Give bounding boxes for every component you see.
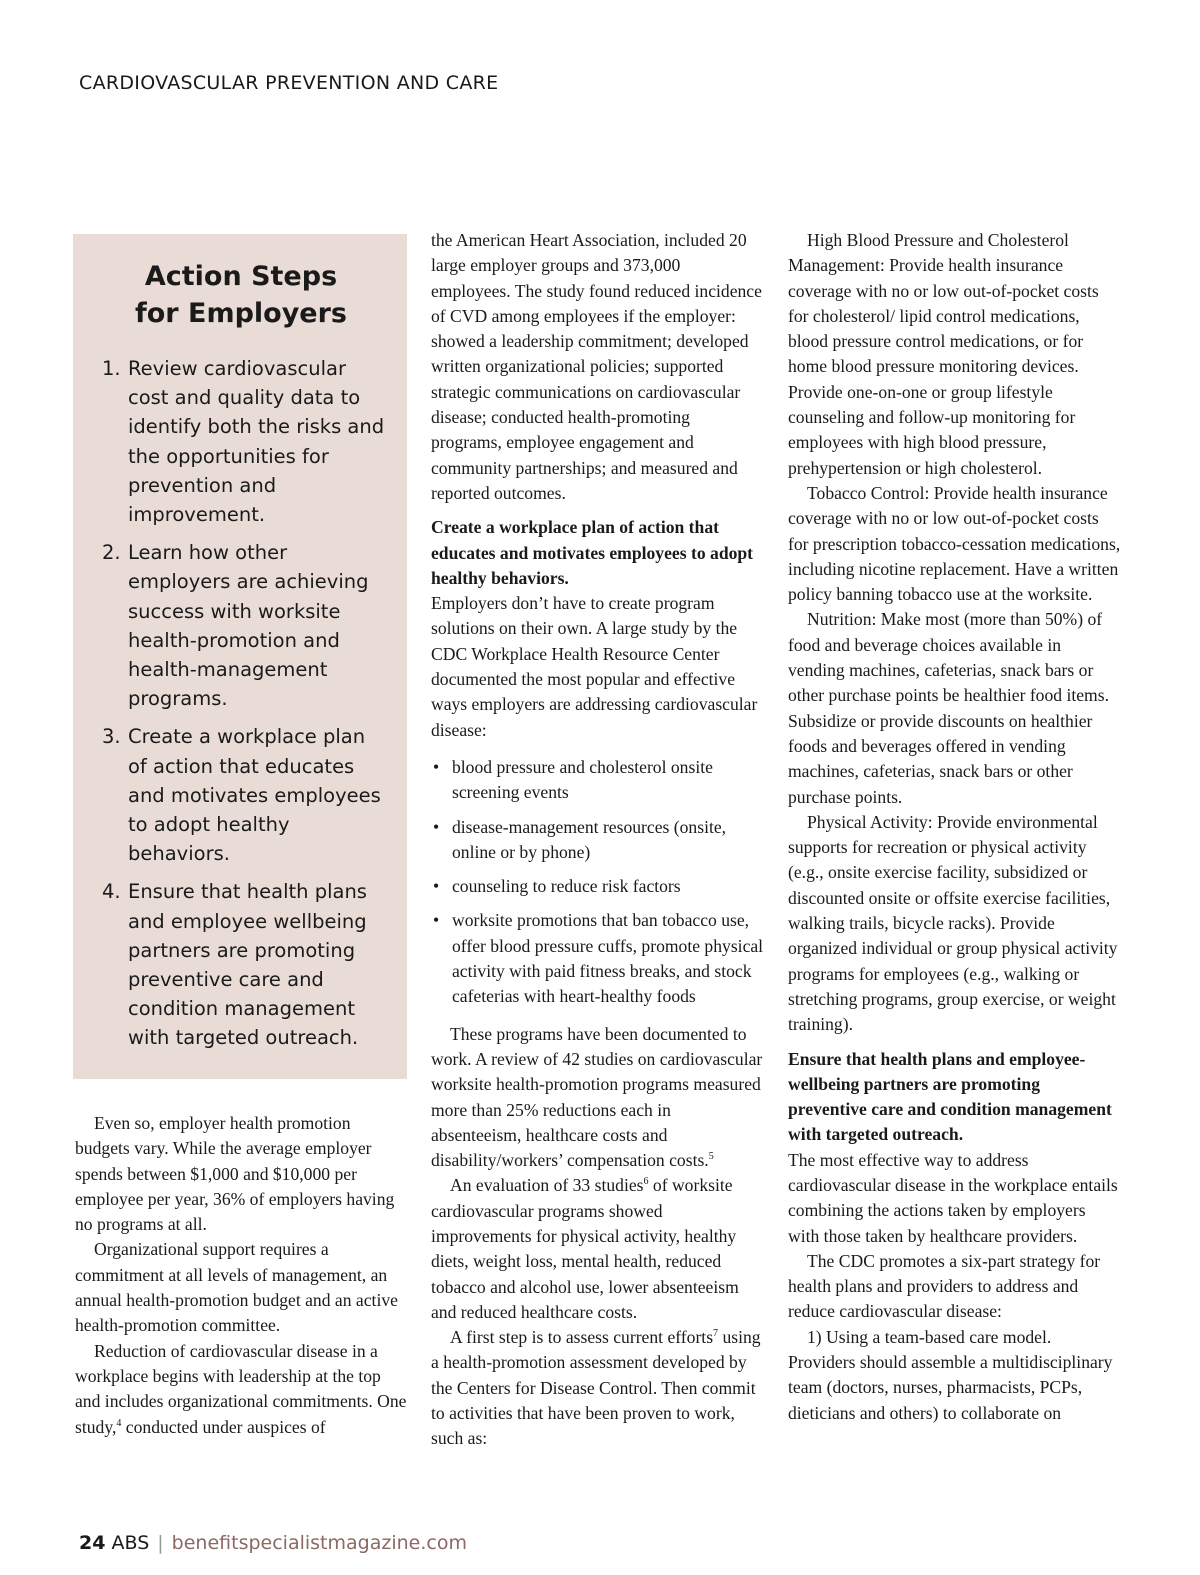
paragraph-text: A first step is to assess current efforts [450, 1327, 714, 1348]
step-text: Review cardiovascular cost and quality data to identify both the risks and the opportunities for prevention and improvement. [128, 357, 385, 527]
section-heading: Create a workplace plan of action that educates and motivates employees to adopt healthy behaviors. [431, 517, 754, 588]
paragraph-text: conducted under auspices of [121, 1416, 326, 1437]
paragraph [75, 1339, 407, 1440]
page-number: 24 [79, 1532, 106, 1554]
list-item [431, 908, 764, 1009]
paragraph: 1) Using a team-based care model. Providers should assemble a multidisciplinary team (doctors, nurses, pharmacists, PCPs, dieticians and others) to collaborate on [788, 1326, 1113, 1423]
column-3 [788, 228, 1121, 1426]
step-text: Learn how other employers are achieving success with worksite health-promotion and health-management programs. [128, 541, 369, 711]
paragraph: Organizational support requires a commitment at all levels of management, an annual health-promotion budget and an active health-promotion committee. [75, 1239, 398, 1336]
running-header: CARDIOVASCULAR PREVENTION AND CARE [79, 72, 499, 94]
paragraph: Tobacco Control: Provide health insurance coverage with no or low out-of-pocket costs for prescription tobacco-cessation medications, including nicotine replacement. Have a written policy banning tobacco use at the worksite. [788, 482, 1121, 605]
paragraph: the American Heart Association, included 20 large employer groups and 373,000 employees. The study found reduced incidence of CVD among employees if the employer: showed a leadership commitment; developed written organizational policies; supported strategic communications on cardiovascular disease; conducted health-promoting programs, employee engagement and community partnerships; and measured and reported outcomes. [431, 230, 762, 503]
list-item [93, 354, 389, 529]
paragraph: Employers don’t have to create program solutions on their own. A large study by the CDC Workplace Health Resource Center documented the most popular and effective ways employers are addressing cardiovascular disease: [431, 593, 758, 740]
list-item [93, 722, 389, 868]
sidebar-title-line2: for Employers [134, 298, 348, 329]
footnote-ref: 6 [643, 1176, 649, 1188]
footnote-ref: 5 [708, 1151, 714, 1163]
paragraph [431, 1022, 764, 1174]
footer-separator: | [157, 1532, 164, 1554]
bullet-text: worksite promotions that ban tobacco use, offer blood pressure cuffs, promote physical activity with paid fitness breaks, and stock cafeterias with heart-healthy foods [452, 910, 764, 1007]
footnote-ref: 7 [713, 1328, 719, 1340]
step-text: Ensure that health plans and employee wellbeing partners are promoting preventive care and condition management with targeted outreach. [128, 880, 367, 1050]
column-1 [75, 1111, 407, 1440]
list-item [431, 755, 764, 806]
paragraph: Even so, employer health promotion budgets vary. While the average employer spends between $1,000 and $10,000 per employee per year, 36% of employers having no programs at all. [75, 1113, 395, 1235]
bullet-mark: • [433, 756, 440, 777]
action-steps-sidebar [73, 234, 407, 1079]
list-item [431, 815, 764, 866]
bullet-mark: • [433, 816, 440, 837]
paragraph-text: of worksite cardiovascular programs showed improvements for physical activity, healthy diets, weight loss, mental health, reduced tobacco and alcohol use, lower absenteeism and reduced healthcare costs. [431, 1175, 739, 1322]
magazine-url-link[interactable]: benefitspecialistmagazine.com [171, 1532, 467, 1554]
paragraph: Physical Activity: Provide environmental supports for recreation or physical activity (e.g., onsite exercise facility, subsidized or discounted onsite or offsite exercise facilities, walking trails, bicycle racks). Provide organized individual or group physical activity programs for employees (e.g., walking or stretching programs, group exercise, or weight training). [788, 811, 1118, 1035]
step-number: 2. [102, 541, 121, 565]
column-2 [431, 228, 764, 1452]
list-item [93, 538, 389, 713]
bullet-text: disease-management resources (onsite, online or by phone) [452, 816, 727, 862]
paragraph [431, 1325, 764, 1451]
paragraph-text: An evaluation of 33 studies [450, 1175, 644, 1196]
list-item [93, 877, 389, 1052]
action-steps-list [93, 354, 389, 1053]
paragraph: The most effective way to address cardiovascular disease in the workplace entails combining the actions taken by employers with those taken by healthcare providers. [788, 1149, 1118, 1246]
step-number: 1. [102, 357, 121, 380]
step-number: 3. [102, 725, 121, 749]
paragraph: High Blood Pressure and Cholesterol Management: Provide health insurance coverage with no or low out-of-pocket costs for cholesterol/ lipid control medications, blood pressure control medications, or for home blood pressure monitoring devices. Provide one-on-one or group lifestyle counseling and follow-up monitoring for employees with high blood pressure, prehypertension or high cholesterol. [788, 230, 1099, 478]
paragraph-text: Reduction of cardiovascular disease in a workplace begins with leadership at the top and includes organizational commitments. One study, [75, 1340, 407, 1437]
magazine-name: ABS [111, 1532, 150, 1554]
list-item [431, 874, 764, 899]
sidebar-title [93, 258, 389, 332]
paragraph [431, 1173, 764, 1325]
page-footer [79, 1532, 467, 1554]
paragraph-text: using a health-promotion assessment developed by the Centers for Disease Control. Then commit to activities that have been proven to work, such as: [431, 1327, 761, 1449]
section-heading: Ensure that health plans and employee-wellbeing partners are promoting preventive care and condition management with targeted outreach. [788, 1048, 1112, 1145]
step-number: 4. [102, 880, 121, 904]
step-text: Create a workplace plan of action that educates and motivates employees to adopt healthy behaviors. [128, 725, 381, 866]
footnote-ref: 4 [116, 1417, 122, 1429]
bullet-list [431, 755, 764, 1010]
paragraph: Nutrition: Make most (more than 50%) of food and beverage choices available in vending machines, cafeterias, snack bars or other purchase points be healthier food items. Subsidize or provide discounts on healthier foods and beverages offered in vending machines, cafeterias, snack bars or other purchase points. [788, 609, 1109, 807]
bullet-text: blood pressure and cholesterol onsite screening events [452, 756, 713, 803]
bullet-mark: • [433, 910, 440, 931]
sidebar-title-line1: Action Steps [144, 261, 338, 292]
bullet-mark: • [433, 876, 440, 897]
paragraph-text: These programs have been documented to work. A review of 42 studies on cardiovascular worksite health-promotion programs measured more than 25% reductions each in absenteeism, healthcare costs and disability/workers’ compensation costs. [431, 1023, 763, 1171]
bullet-text: counseling to reduce risk factors [452, 876, 681, 897]
paragraph: The CDC promotes a six-part strategy for health plans and providers to address and reduce cardiovascular disease: [788, 1250, 1101, 1322]
